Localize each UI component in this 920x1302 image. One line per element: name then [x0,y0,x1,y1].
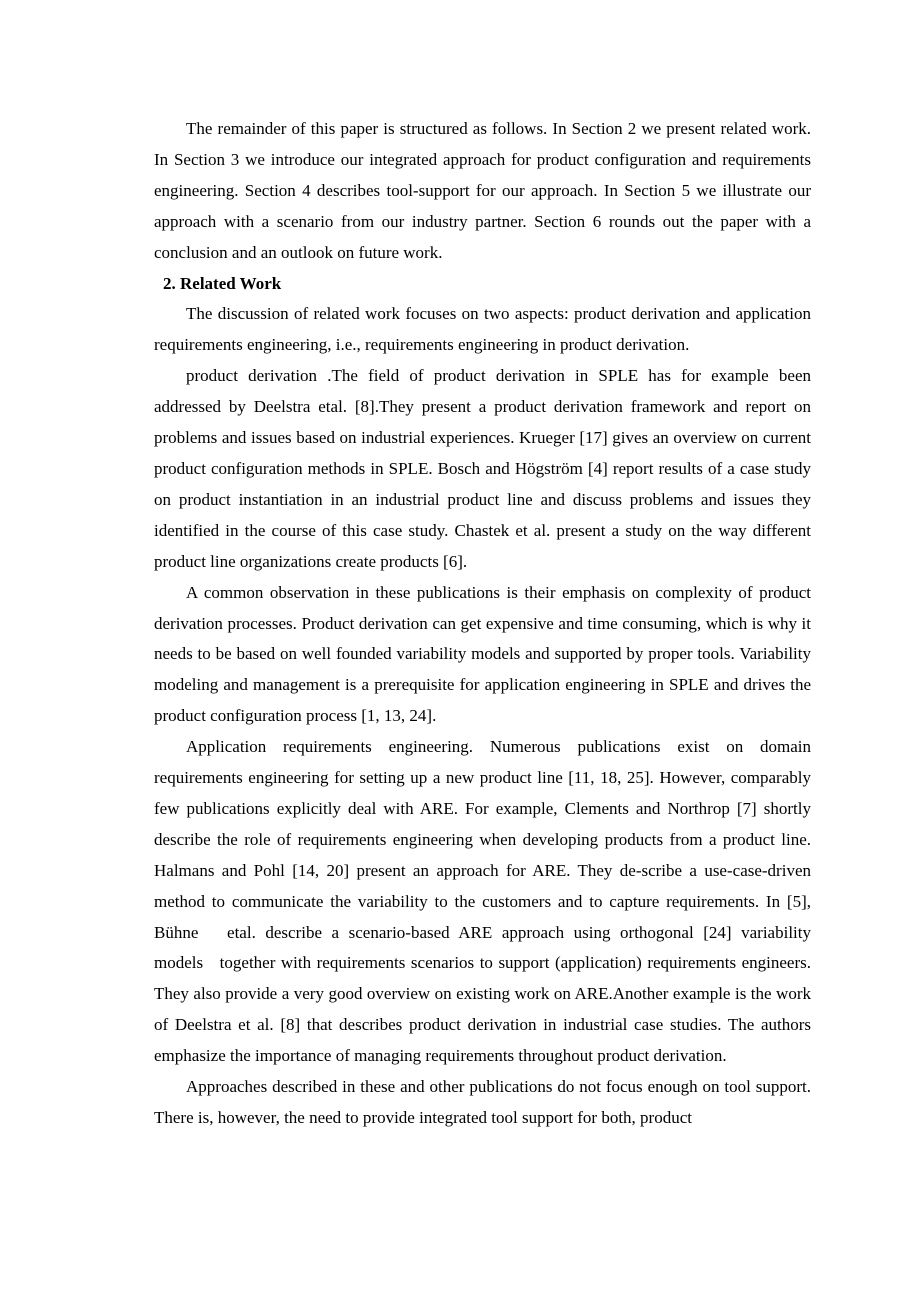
paragraph-common-observation: A common observation in these publications is their emphasis on complexity of product derivation processes. Product derivation can get expensive and time consuming, which is why it needs to be based on well founded variability models and supported by proper tools. Variability modeling and management is a prerequisite for application engineering in SPLE and drives the product configuration process [1, 13, 24]. [154,582,811,726]
paragraph-application-requirements: Application requirements engineering. Numerous publications exist on domain requirements engineering for setting up a new product line [11, 18, 25]. However, comparably few publications explicitly deal with ARE. For example, Clements and Northrop [7] shortly describe the role of requirements engineering when developing products from a product line. Halmans and Pohl [14, 20] present an approach for ARE. They de-scribe a use-case-driven method to communicate the variability to the customers and to capture requirements. In [5], Bühne etal. describe a scenario-based ARE approach using orthogonal [24] variability models together with requirements scenarios to support (application) requirements engineers. They also provide a very good overview on existing work on ARE.Another example is the work of Deelstra et al. [8] that describes product derivation in industrial case studies. The authors emphasize the importance of managing requirements throughout product derivation. [154,737,811,1066]
paragraph-product-derivation: product derivation .The field of product derivation in SPLE has for example been addressed by Deelstra etal. [8].They present a product derivation framework and report on problems and issues based on industrial experiences. Krueger [17] gives an overview on current product configuration methods in SPLE. Bosch and Högström [4] report results of a case study on product instantiation in an industrial product line and discuss problems and issues they identified in the course of this case study. Chastek et al. present a study on the way different product line organizations create products [6]. [154,366,811,571]
paragraph-related-work-aspects: The discussion of related work focuses on two aspects: product derivation and application requirements engineering, i.e., requirements engineering in product derivation. [154,304,811,355]
intro-paragraph: The remainder of this paper is structured as follows. In Section 2 we present related work. In Section 3 we introduce our integrated approach for product configuration and requirements engineering. Section 4 describes tool-support for our approach. In Section 5 we illustrate our approach with a scenario from our industry partner. Section 6 rounds out the paper with a conclusion and an outlook on future work. [154,119,811,262]
paragraph-tool-support: Approaches described in these and other publications do not focus enough on tool support. There is, however, the need to provide integrated tool support for both, product [154,1077,811,1127]
document-page [154,114,811,1134]
section-heading: 2. Related Work [163,273,282,293]
